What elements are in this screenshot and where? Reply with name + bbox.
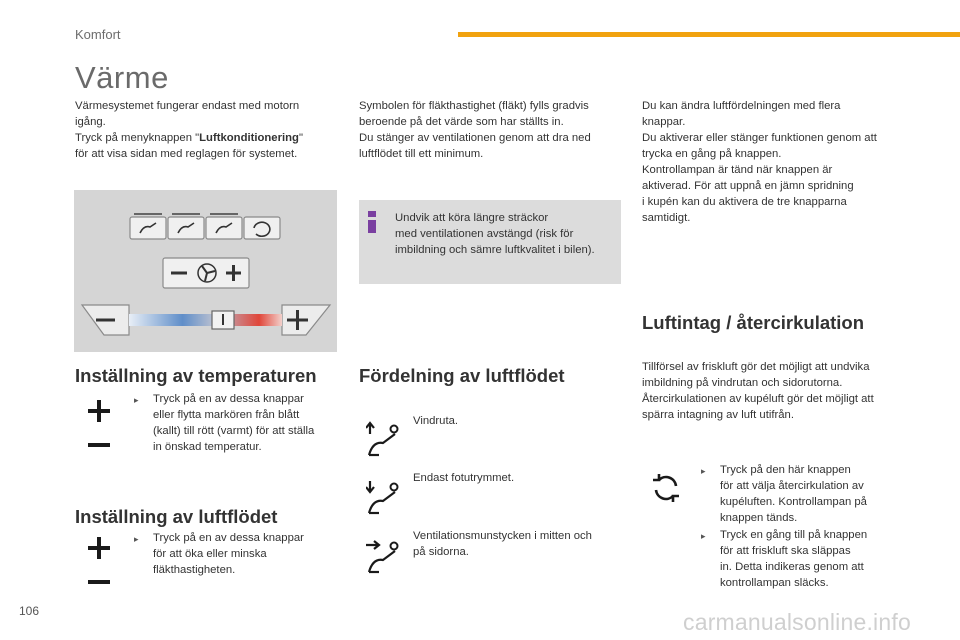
intro-line: Värmesystemet fungerar endast med motorn [75, 100, 300, 112]
recirculation-line: Tillförsel av friskluft gör det möjligt att undvika [642, 361, 870, 373]
recirculation-heading: Luftintag / återcirkulation [642, 312, 865, 333]
fan-line: Du stänger av ventilationen genom att dra ned [359, 132, 591, 144]
distribution-line: Kontrollampan är tänd när knappen är [642, 164, 833, 176]
intro-line: för att visa sidan med reglagen för systemet. [75, 148, 298, 160]
page-title: Värme [75, 60, 169, 95]
airflow-bullet-line: för att öka eller minska [153, 548, 267, 560]
intro-text: Tryck på menyknappen " [75, 132, 200, 144]
distribution-paragraph [642, 98, 912, 226]
distribution-heading: Fördelning av luftflödet [359, 365, 565, 386]
distribution-line: Du kan ändra luftfördelningen med flera [642, 100, 841, 112]
plus-minus-icon [87, 400, 111, 456]
airflow-bullet-line: fläkthastigheten. [153, 564, 236, 576]
temperature-heading: Inställning av temperaturen [75, 365, 317, 386]
info-icon [368, 211, 376, 233]
recirculation-bullet-line: Tryck på den här knappen [720, 464, 851, 476]
info-line: med ventilationen avstängd (risk för [395, 228, 574, 240]
face-vent-line: Ventilationsmunstycken i mitten och [413, 530, 592, 542]
distribution-line: trycka en gång på knappen. [642, 148, 782, 160]
fan-line: beroende på det värde som har ställts in. [359, 116, 564, 128]
airflow-bullet-line: Tryck på en av dessa knappar [153, 532, 304, 544]
fan-line: luftflödet till ett minimum. [359, 148, 484, 160]
airflow-bullet [153, 530, 343, 578]
distribution-line: knappar. [642, 116, 686, 128]
face-vent-line: på sidorna. [413, 546, 469, 558]
bullet-marker: ▸ [134, 534, 139, 544]
recirculation-icon [650, 472, 682, 504]
temperature-bullet-line: in önskad temperatur. [153, 441, 262, 453]
recirculation-bullet-line: kupéluften. Kontrollampan på [720, 496, 867, 508]
bullet-marker: ▸ [701, 466, 706, 476]
recirculation-bullet-on [720, 462, 910, 526]
recirculation-bullet-line: in. Detta indikeras genom att [720, 561, 864, 573]
temperature-bullet-line: (kallt) till rött (varmt) för att ställa [153, 425, 315, 437]
page-number: 106 [19, 604, 40, 618]
footwell-airflow-icon [366, 478, 402, 516]
face-vent-airflow-icon [366, 537, 402, 575]
control-panel-drawing [74, 190, 337, 352]
menu-button-name: Luftkonditionering [199, 132, 299, 144]
airflow-heading: Inställning av luftflödet [75, 506, 278, 527]
fan-paragraph [359, 98, 624, 162]
recirculation-bullet-line: för att välja återcirkulation av [720, 480, 864, 492]
windscreen-airflow-icon [366, 420, 402, 458]
intro-paragraph [75, 98, 340, 162]
windscreen-label: Vindruta. [413, 415, 459, 427]
plus-minus-icon [87, 537, 111, 593]
info-line: Undvik att köra längre sträckor [395, 212, 549, 224]
recirculation-line: imbildning på vindrutan och sidorutorna. [642, 377, 843, 389]
info-line: imbildning och sämre luftkvalitet i bilen). [395, 244, 595, 256]
intro-line: igång. [75, 116, 106, 128]
temperature-bullet [153, 391, 343, 455]
watermark: carmanualsonline.info [683, 609, 911, 635]
temperature-bullet-line: eller flytta markören från blått [153, 409, 300, 421]
info-text [395, 210, 620, 258]
header-accent-bar [458, 32, 960, 37]
distribution-line: aktiverad. För att uppnå en jämn spridning [642, 180, 854, 192]
distribution-line: i kupén kan du aktivera de tre knapparna [642, 196, 847, 208]
bullet-marker: ▸ [701, 531, 706, 541]
footwell-label: Endast fotutrymmet. [413, 472, 515, 484]
climate-control-panel-illustration [74, 190, 337, 352]
fan-line: Symbolen för fläkthastighet (fläkt) fylls gradvis [359, 100, 589, 112]
recirculation-line: spärra intagning av luft utifrån. [642, 409, 794, 421]
recirculation-paragraph [642, 359, 912, 423]
recirculation-bullet-line: knappen tänds. [720, 512, 798, 524]
intro-text: " [298, 132, 303, 144]
face-vent-label [413, 528, 623, 560]
bullet-marker: ▸ [134, 395, 139, 405]
recirculation-bullet-line: kontrollampan släcks. [720, 577, 829, 589]
distribution-line: samtidigt. [642, 212, 691, 224]
temperature-bullet-line: Tryck på en av dessa knappar [153, 393, 304, 405]
distribution-line: Du aktiverar eller stänger funktionen genom att [642, 132, 877, 144]
recirculation-bullet-line: Tryck en gång till på knappen [720, 529, 868, 541]
recirculation-line: Återcirkulationen av kupéluft gör det möjligt att [642, 393, 874, 405]
recirculation-bullet-line: för att friskluft ska släppas [720, 545, 851, 557]
intro-line [75, 130, 340, 146]
section-label: Komfort [75, 27, 121, 42]
recirculation-bullet-off [720, 527, 910, 591]
